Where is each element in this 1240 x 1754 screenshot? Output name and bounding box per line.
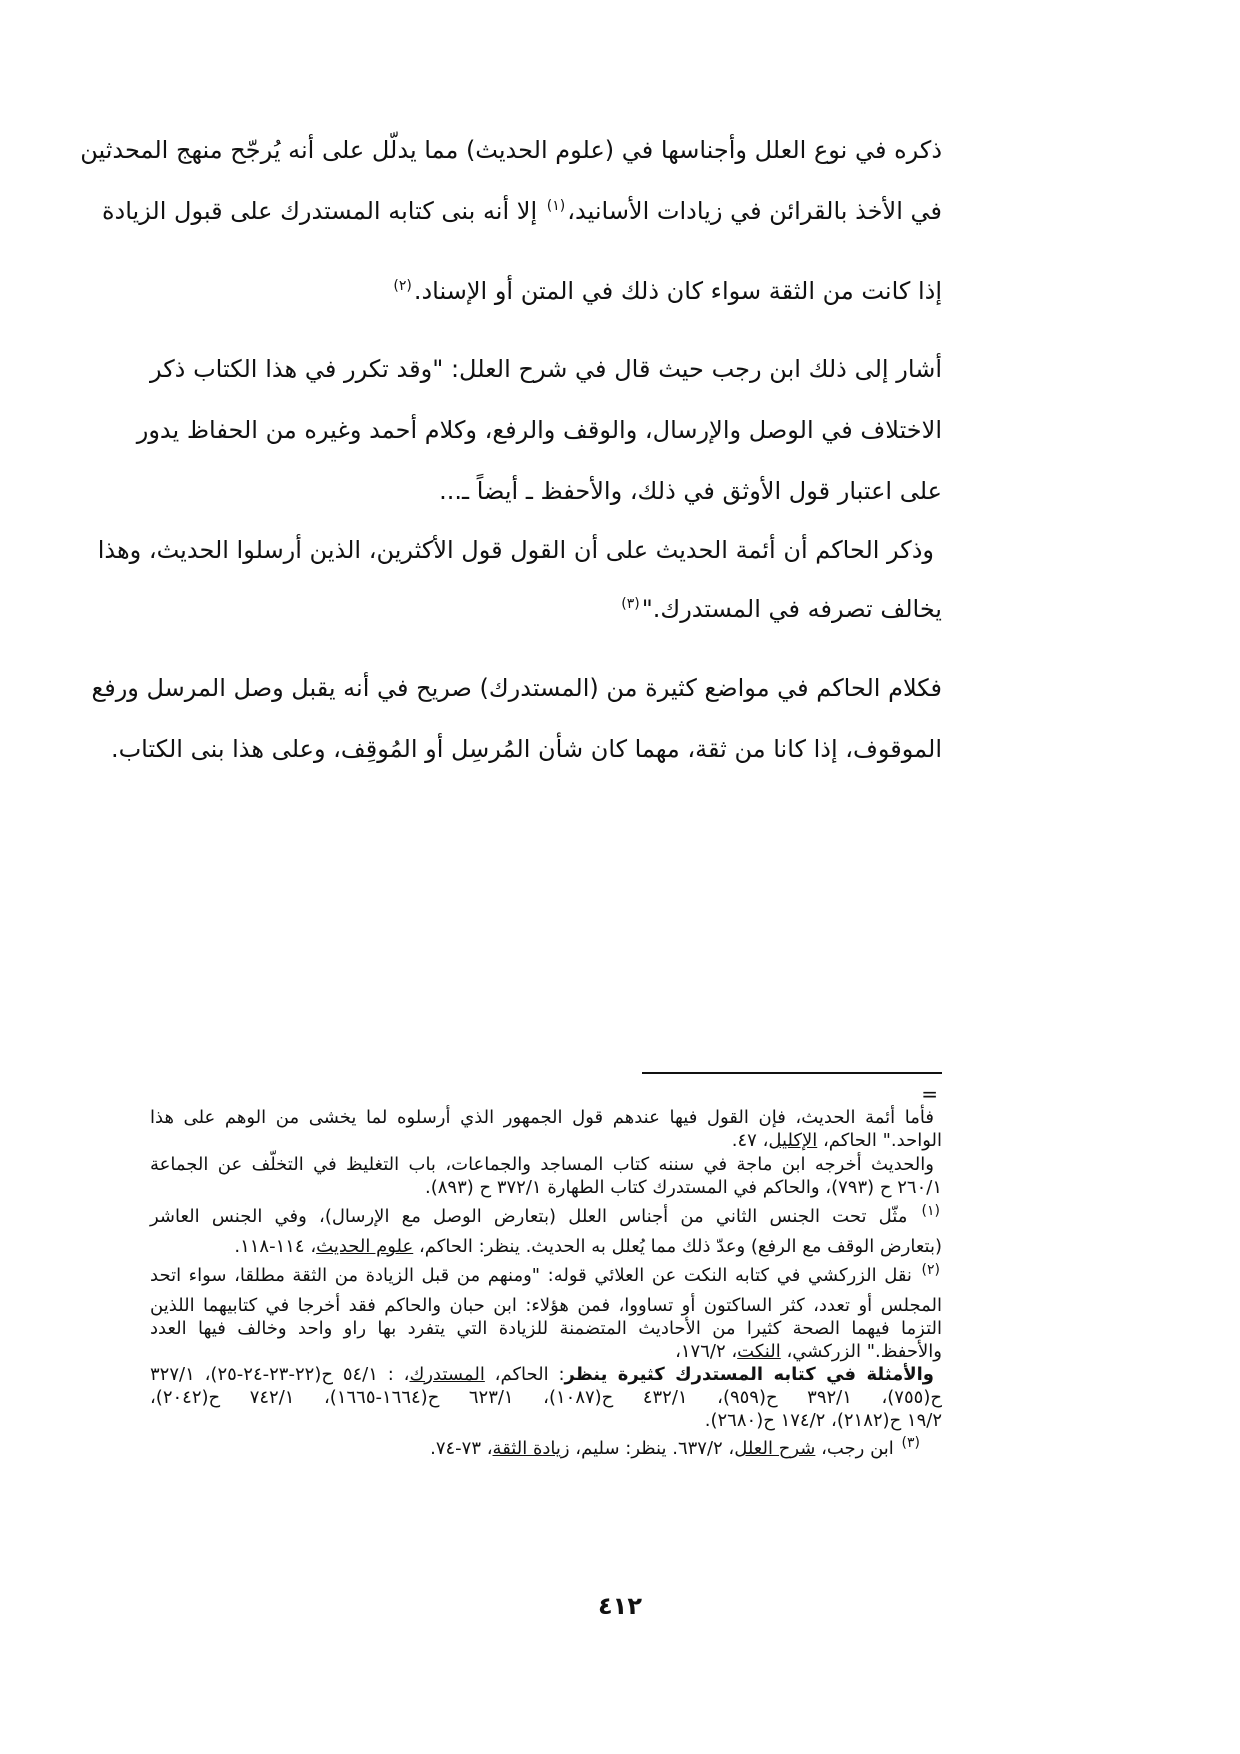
source-title-nukat: النكت (737, 1341, 781, 1362)
source-title-sharh-al-ilal: شرح العلل (734, 1438, 816, 1459)
body-p1-line-1: ذكره في نوع العلل وأجناسها في (علوم الحديث) مما يدلّل على أنه يُرجّح منهج المحدثين (80, 136, 942, 164)
footnote-1-marker: (١) (921, 1203, 940, 1219)
footnote-2-line-7: ١٩/٢ ح(٢١٨٢)، ١٧٤/٢ ح(٢٦٨٠). (704, 1410, 942, 1431)
footnote-ref-1[interactable]: (١) (546, 198, 566, 214)
body-p3-line-2: الموقوف، إذا كانا من ثقة، مهما كان شأن المُرسِل أو المُوقِف، وعلى هذا بنى الكتاب. (110, 735, 942, 763)
footnote-2-line-1: $^{(٢)}$ نقل الزركشي في كتابه النكت عن العلائي قوله: "ومنهم من قبل الزيادة من الثقة مطلقا، سواء اتحد (150, 1262, 940, 1286)
footnote-1-line-1: $^{(١)}$ مثّل تحت الجنس الثاني من أجناس العلل (بتعارض الوصل مع الإرسال)، وفي الجنس العاشر (150, 1203, 940, 1227)
body-p2-line-5: يخالف تصرفه في المستدرك."$^{(٣)}$ (621, 595, 942, 623)
footnote-continuation-mark: = (921, 1082, 938, 1106)
footnote-1-line-2: (بتعارض الوقف مع الرفع) وعدّ ذلك مما يُعلل به الحديث. ينظر: الحاكم، علوم الحديث، ١١٤-١١٨. (234, 1236, 942, 1257)
body-p2-line-4: وذكر الحاكم أن أئمة الحديث على أن القول قول الأكثرين، الذين أرسلوا الحديث، وهذا (97, 536, 934, 564)
source-title-iklil: الإكليل (768, 1130, 818, 1151)
footnote-2-line-3: التزما فيهما الصحة كثيرا من الأحاديث المتضمنة للزيادة التي يتفرد بها راو واحد وخالف فيها العدد (150, 1318, 942, 1339)
source-title-mustadrak: المستدرك (409, 1364, 485, 1385)
footnote-ref-3[interactable]: (٣) (621, 596, 640, 612)
footnote-cont-line-2: الواحد." الحاكم، الإكليل، ٤٧. (731, 1130, 942, 1151)
footnote-3-marker: (٣) (901, 1435, 920, 1451)
footnote-3-line-1: $^{(٣)}$ ابن رجب، شرح العلل، ٦٣٧/٢. ينظر: سليم، زيادة الثقة، ٧٣-٧٤. (430, 1435, 920, 1459)
body-p3-line-1: فكلام الحاكم في مواضع كثيرة من (المستدرك) صريح في أنه يقبل وصل المرسل ورفع (91, 674, 942, 702)
footnote-cont-line-4: ٢٦٠/١ ح (٧٩٣)، والحاكم في المستدرك كتاب الطهارة ٣٧٢/١ ح (٨٩٣). (424, 1177, 942, 1198)
footnote-2-marker: (٢) (921, 1262, 940, 1278)
body-p2-line-2: الاختلاف في الوصل والإرسال، والوقف والرفع، وكلام أحمد وغيره من الحفاظ يدور (136, 416, 942, 444)
footnote-cont-line-1: فأما أئمة الحديث، فإن القول فيها عندهم قول الجمهور الذي أرسلوه لما يخشى من الوهم على هذا (150, 1107, 934, 1128)
footnote-cont-line-3: والحديث أخرجه ابن ماجة في سننه كتاب المساجد والجماعات، باب التغليظ في التخلّف عن الجماعة (150, 1154, 934, 1175)
page-number: ٤١٢ (598, 1592, 642, 1620)
body-p2-line-3: على اعتبار قول الأوثق في ذلك، والأحفظ ـ أيضاً ـ... (439, 477, 942, 505)
body-p1-line-3: إذا كانت من الثقة سواء كان ذلك في المتن أو الإسناد.$^{(٢)}$ (393, 277, 942, 305)
footnote-separator (642, 1072, 942, 1074)
footnote-2-line-5: والأمثلة في كتابه المستدرك كثيرة ينظر: الحاكم، المستدرك، : ٥٤/١ ح(٢٢-٢٣-٢٤-٢٥)، ٣٢٧/١ (150, 1364, 934, 1385)
footnote-2-line-2: المجلس أو تعدد، كثر الساكتون أو تساووا، فمن هؤلاء: ابن حبان والحاكم فقد أخرجا في كتابيهما اللذين (150, 1295, 942, 1316)
body-p2-line-1: أشار إلى ذلك ابن رجب حيث قال في شرح العلل: "وقد تكرر في هذا الكتاب ذكر (150, 355, 942, 383)
body-p1-line-2: في الأخذ بالقرائن في زيادات الأسانيد،$^{(١)}$ إلا أنه بنى كتابه المستدرك على قبول الزيادة (101, 197, 942, 225)
footnote-2-line-4: والأحفظ." الزركشي، النكت، ١٧٦/٢، (675, 1341, 942, 1362)
footnote-ref-2[interactable]: (٢) (393, 278, 412, 294)
footnote-2-line-6: ح(٧٥٥)، ٣٩٢/١ ح(٩٥٩)، ٤٣٢/١ ح(١٠٨٧)، ٦٢٣/١ ح(١٦٦٤-١٦٦٥)، ٧٤٢/١ ح(٢٠٤٢)، (150, 1387, 942, 1408)
source-title-ziyadat-al-thiqa: زيادة الثقة (492, 1438, 570, 1459)
source-title-ulum-al-hadith: علوم الحديث (316, 1236, 414, 1257)
